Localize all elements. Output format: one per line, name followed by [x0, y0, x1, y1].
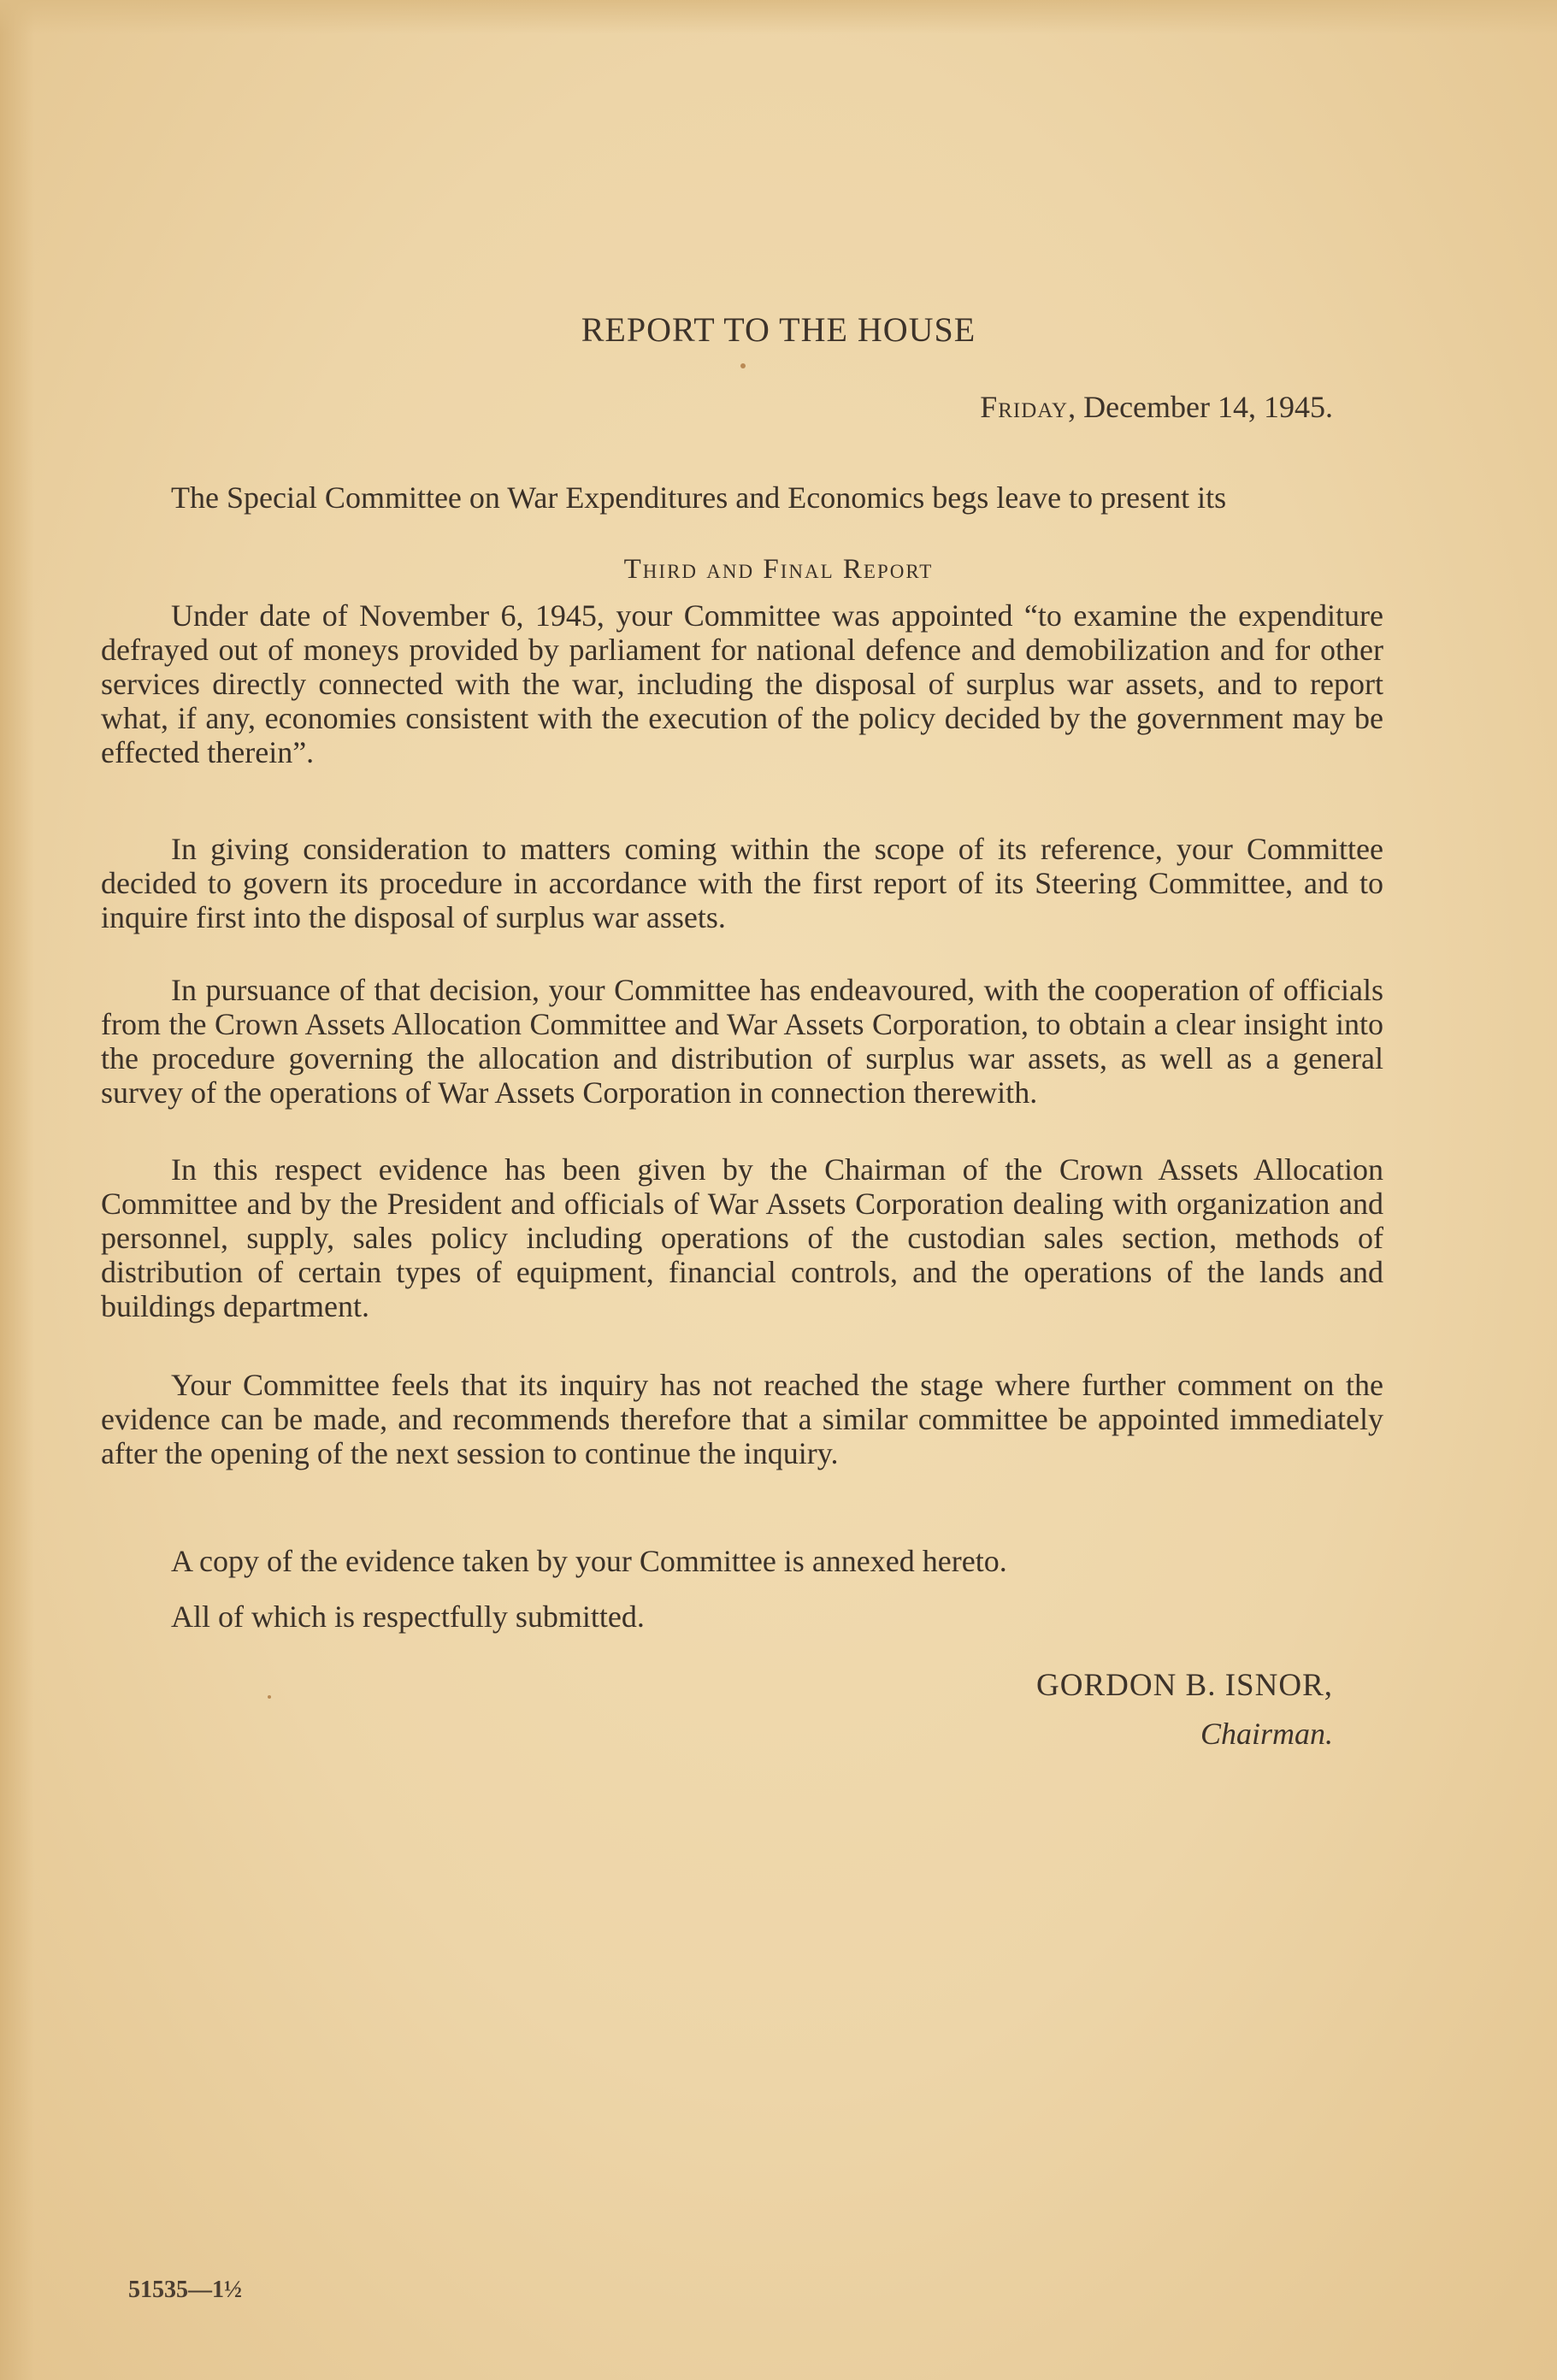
paragraph-appointment: Under date of November 6, 1945, your Committee was appointed “to examine the expenditure defrayed out of moneys provided by parliament for national defence and demobilization and for other services directly connected with the war, including the disposal of surplus war assets, and to report what, if any, economies consistent with the execution of the policy decided by the government may be effected therein”. [101, 598, 1383, 769]
signature-name: GORDON B. ISNOR, [1036, 1668, 1333, 1703]
paragraph-recommendation: Your Committee feels that its inquiry has not reached the stage where further comment on the evidence can be made, and recommends therefore that a similar committee be appointed immediately after the opening of the next session to continue the inquiry. [101, 1368, 1383, 1470]
dateline-date: , December 14, 1945. [1068, 390, 1333, 424]
paper-speck [740, 363, 746, 368]
report-title: REPORT TO THE HOUSE [581, 310, 976, 349]
report-subtitle: Third and Final Report [623, 554, 934, 585]
paper-speck [268, 1695, 271, 1699]
dateline-day: Friday [980, 390, 1069, 424]
printer-code: 51535—1½ [128, 2277, 242, 2303]
signature-role: Chairman. [1200, 1717, 1333, 1751]
page-edge-shadow-top [0, 0, 1557, 34]
paragraph-pursuance: In pursuance of that decision, your Committee has endeavoured, with the cooperation of officials from the Crown Assets Allocation Committee and War Assets Corporation, to obtain a clear insight into the procedure governing the allocation and distribution of surplus war assets, as well as a general survey of the operations of War Assets Corporation in connection therewith. [101, 973, 1383, 1110]
paragraph-submission: All of which is respectfully submitted. [171, 1599, 645, 1634]
paragraph-annex: A copy of the evidence taken by your Committee is annexed hereto. [171, 1544, 1007, 1578]
paragraph-evidence: In this respect evidence has been given by the Chairman of the Crown Assets Allocation Committee and by the President and officials of War Assets Corporation dealing with organization and personnel, supply, sales policy including operations of the custodian sales section, methods of distribution of certain types of equipment, financial controls, and the operations of the lands and buildings department. [101, 1152, 1383, 1323]
dateline [980, 389, 1333, 425]
paragraph-procedure: In giving consideration to matters coming within the scope of its reference, your Committee decided to govern its procedure in accordance with the first report of its Steering Committee, and to inquire first into the disposal of surplus war assets. [101, 832, 1383, 934]
preamble-text: The Special Committee on War Expenditures and Economics begs leave to present its [171, 480, 1227, 515]
page-edge-shadow-left [0, 0, 34, 2380]
